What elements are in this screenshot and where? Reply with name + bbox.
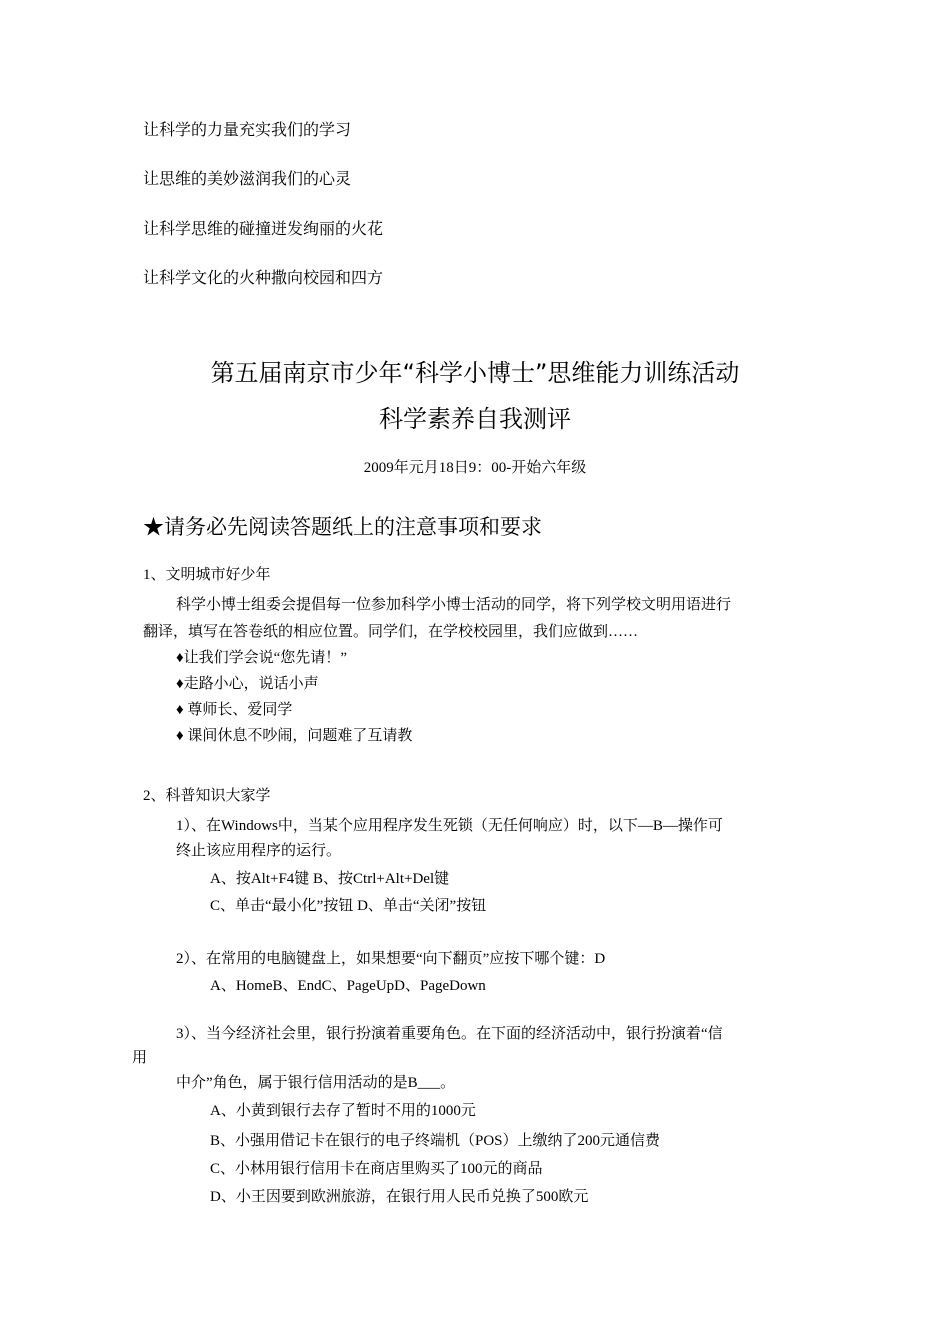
answer-option: A、小黄到银行去存了暂时不用的1000元 xyxy=(210,1103,476,1119)
question-line: 中介”角色，属于银行信用活动的是B___。 xyxy=(176,1075,456,1091)
slogan-line: 让科学的力量充实我们的学习 xyxy=(143,120,352,139)
bullet-item: ♦走路小心，说话小声 xyxy=(176,676,319,692)
section-heading: 2、科普知识大家学 xyxy=(143,788,271,804)
question-line: 1）、在Windows中，当某个应用程序发生死锁（无任何响应）时，以下—B—操作可 xyxy=(176,818,723,834)
question-line: 3）、当今经济社会里，银行扮演着重要角色。在下面的经济活动中，银行扮演着“信 xyxy=(176,1026,723,1042)
paragraph-line: 科学小博士组委会提倡每一位参加科学小博士活动的同学，将下列学校文明用语进行 xyxy=(176,597,732,613)
question-line: 2）、在常用的电脑键盘上，如果想要“向下翻页”应按下哪个键：D xyxy=(176,951,606,967)
paragraph-line: 翻译，填写在答卷纸的相应位置。同学们，在学校校园里，我们应做到…… xyxy=(143,624,639,640)
section-heading: 1、文明城市好少年 xyxy=(143,567,271,583)
bullet-item: ♦ 尊师长、爱同学 xyxy=(176,702,293,718)
bullet-item: ♦ 课间休息不吵闹，问题难了互请教 xyxy=(176,728,413,744)
answer-options: C、单击“最小化”按钮 D、单击“关闭”按钮 xyxy=(210,898,487,914)
page-subtitle: 科学素养自我测评 xyxy=(379,405,571,433)
answer-option: B、小强用借记卡在银行的电子终端机（POS）上缴纳了200元通信费 xyxy=(210,1133,661,1149)
slogan-line: 让思维的美妙滋润我们的心灵 xyxy=(143,169,352,188)
notice-line: ★请务必先阅读答题纸上的注意事项和要求 xyxy=(143,515,542,539)
answer-option: D、小王因要到欧洲旅游，在银行用人民币兑换了500欧元 xyxy=(210,1189,589,1205)
question-line: 终止该应用程序的运行。 xyxy=(176,843,342,859)
page-title: 第五届南京市少年“科学小博士”思维能力训练活动 xyxy=(210,359,740,387)
slogan-line: 让科学思维的碰撞迸发绚丽的火花 xyxy=(143,219,384,238)
answer-options: A、按Alt+F4键 B、按Ctrl+Alt+Del键 xyxy=(210,871,450,887)
question-line: 用 xyxy=(132,1050,148,1066)
answer-options: A、HomeB、EndC、PageUpD、PageDown xyxy=(210,978,486,994)
bullet-item: ♦让我们学会说“您先请！” xyxy=(176,650,347,666)
date-line: 2009年元月18日9：00-开始六年级 xyxy=(363,460,587,476)
slogan-line: 让科学文化的火种撒向校园和四方 xyxy=(143,268,384,287)
answer-option: C、小林用银行信用卡在商店里购买了100元的商品 xyxy=(210,1161,543,1177)
